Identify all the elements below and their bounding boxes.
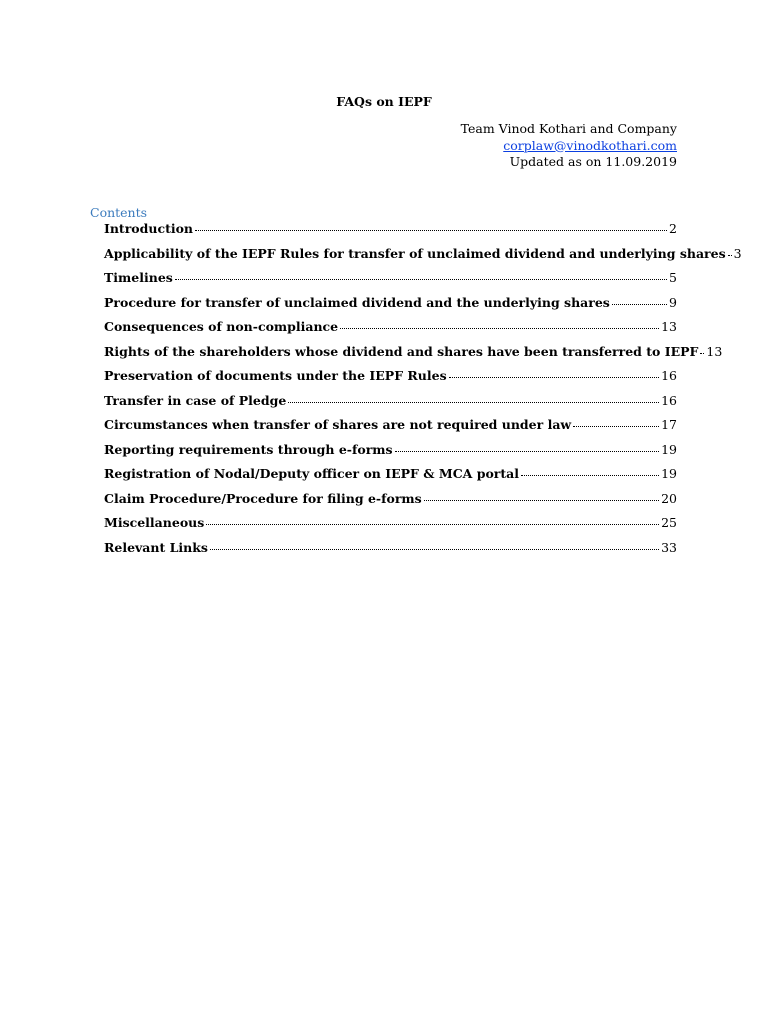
toc-entry-title: Introduction: [104, 221, 194, 236]
toc-entry-relevant-links[interactable]: [104, 540, 677, 565]
toc-dot-leader: [612, 303, 667, 305]
toc-dot-leader: [195, 229, 667, 231]
toc-dot-leader: [340, 327, 659, 329]
toc-entry-title: Claim Procedure/Procedure for filing e-forms: [104, 490, 422, 506]
toc-entry-timelines[interactable]: [104, 270, 677, 295]
toc-dot-leader: [288, 401, 659, 403]
toc-dot-leader: [521, 474, 659, 476]
toc-entry-circumstances[interactable]: [104, 417, 677, 442]
toc-entry-page: 16: [661, 392, 677, 408]
table-of-contents: [104, 221, 742, 564]
toc-entry-title: Relevant Links: [104, 539, 208, 555]
toc-entry-title: Miscellaneous: [104, 515, 205, 530]
toc-entry-title: Circumstances when transfer of shares are not required under law: [104, 417, 572, 432]
toc-entry-title: Reporting requirements through e-forms: [104, 441, 393, 457]
contents-heading: Contents: [90, 205, 148, 220]
toc-entry-title: Timelines: [104, 270, 173, 285]
toc-dot-leader: [700, 352, 704, 354]
toc-entry-title: Registration of Nodal/Deputy officer on IEPF & MCA portal: [104, 466, 520, 481]
toc-dot-leader: [175, 278, 667, 280]
document-title: FAQs on IEPF: [336, 94, 432, 109]
toc-entry-page: 16: [661, 368, 677, 383]
toc-entry-page: 2: [669, 221, 677, 236]
toc-entry-page: 19: [661, 466, 677, 481]
toc-dot-leader: [573, 425, 659, 427]
toc-entry-rights-shareholders[interactable]: [104, 343, 723, 369]
toc-entry-claim-procedure[interactable]: [104, 491, 677, 516]
toc-entry-page: 19: [661, 441, 677, 457]
toc-entry-page: 17: [661, 417, 677, 432]
toc-entry-reporting[interactable]: [104, 442, 677, 467]
toc-entry-introduction[interactable]: [104, 221, 677, 246]
toc-entry-title: Transfer in case of Pledge: [104, 392, 287, 408]
toc-dot-leader: [206, 523, 659, 525]
toc-entry-page: 5: [669, 270, 677, 285]
toc-entry-page: 33: [661, 539, 677, 555]
toc-entry-consequences[interactable]: [104, 319, 677, 344]
toc-entry-title: Preservation of documents under the IEPF Rules: [104, 368, 447, 383]
toc-entry-applicability[interactable]: [104, 245, 742, 271]
toc-dot-leader: [424, 499, 659, 501]
toc-entry-page: 13: [661, 319, 677, 334]
toc-dot-leader: [395, 450, 660, 452]
toc-entry-procedure-transfer[interactable]: [104, 295, 677, 320]
toc-entry-title: Rights of the shareholders whose dividend and shares have been transferred to IEPF: [104, 343, 699, 359]
toc-entry-registration[interactable]: [104, 466, 677, 491]
toc-entry-page: 13: [706, 343, 723, 359]
toc-entry-page: 3: [733, 245, 742, 261]
toc-entry-preservation[interactable]: [104, 368, 677, 393]
toc-entry-title: Applicability of the IEPF Rules for transfer of unclaimed dividend and underlying shares: [104, 245, 726, 261]
email-link[interactable]: corplaw@vinodkothari.com: [503, 137, 677, 153]
toc-dot-leader: [449, 376, 659, 378]
toc-entry-title: Consequences of non-compliance: [104, 319, 339, 334]
toc-entry-page: 9: [669, 294, 677, 310]
toc-entry-page: 25: [661, 515, 677, 530]
team-name: Team Vinod Kothari and Company: [460, 121, 677, 136]
toc-entry-pledge[interactable]: [104, 393, 677, 418]
toc-entry-page: 20: [661, 490, 677, 506]
toc-entry-miscellaneous[interactable]: [104, 515, 677, 540]
author-block: [461, 121, 677, 171]
toc-entry-title: Procedure for transfer of unclaimed dividend and the underlying shares: [104, 294, 610, 310]
updated-date: Updated as on 11.09.2019: [509, 154, 677, 169]
toc-dot-leader: [210, 548, 659, 550]
toc-dot-leader: [728, 254, 732, 256]
